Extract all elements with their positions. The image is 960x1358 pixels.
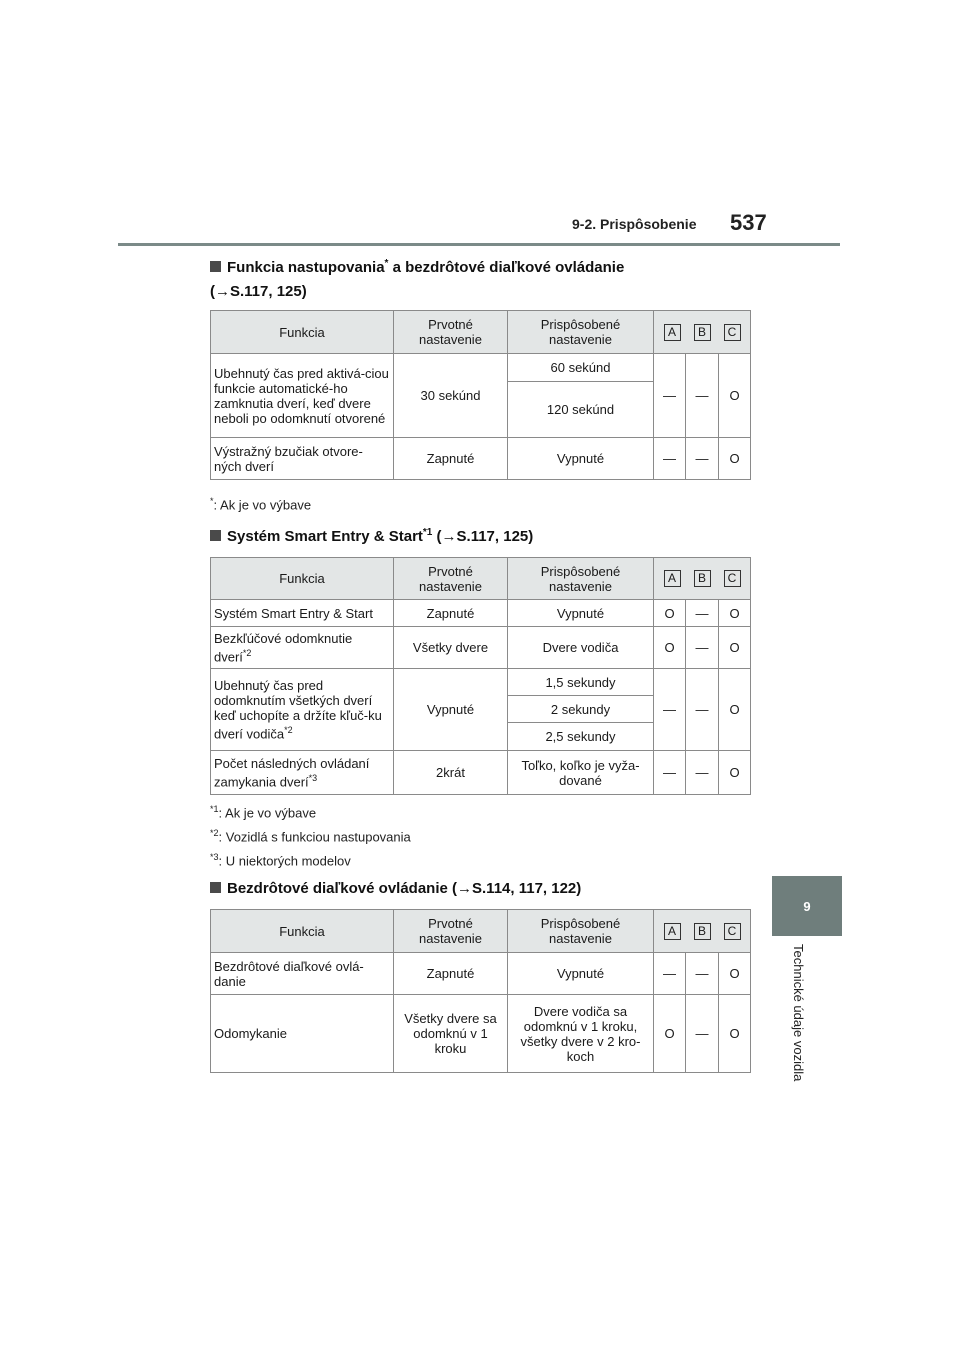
table-row (211, 995, 751, 1073)
square-bullet-icon (210, 261, 221, 272)
cell-custom: 120 sekúnd (508, 382, 654, 438)
section-title: 9-2. Prispôsobenie (572, 216, 697, 232)
c-box: C (724, 570, 741, 587)
heading-reference: (→S.117, 125) (210, 283, 307, 300)
square-bullet-icon (210, 530, 221, 541)
cell-initial: 2krát (394, 751, 508, 795)
cell-a: — (654, 751, 686, 795)
a-box: A (664, 324, 681, 341)
cell-function: Ubehnutý čas pred aktivá-ciou funkcie automatické-ho zamknutia dverí, keď dvere neboli po odomknutí otvorené (211, 354, 394, 438)
table-smart-entry (210, 557, 751, 795)
table-row (211, 953, 751, 995)
cell-footnote-mark: *2 (284, 724, 293, 735)
cell-a: O (654, 995, 686, 1073)
footnote (210, 828, 411, 844)
footnote-mark: *2 (210, 828, 219, 838)
cell-b: — (686, 354, 719, 438)
table-row (211, 627, 751, 669)
cell-custom: Vypnuté (508, 953, 654, 995)
cell-custom: Vypnuté (508, 438, 654, 480)
cell-function (211, 627, 394, 669)
cell-custom: 60 sekúnd (508, 354, 654, 382)
cell-c: O (719, 627, 751, 669)
cell-a: — (654, 669, 686, 751)
table-row (211, 600, 751, 627)
footnote-text: : Ak je vo výbave (213, 497, 312, 513)
cell-c: O (719, 953, 751, 995)
a-box: A (664, 570, 681, 587)
cell-footnote-mark: *2 (242, 647, 252, 658)
chapter-label: Technické údaje vozidla (791, 944, 806, 1082)
heading-text: Funkcia nastupovania (227, 259, 385, 276)
cell-initial: Zapnuté (394, 600, 508, 627)
heading-text-rest: (→S.117, 125) (432, 528, 534, 545)
page-header (0, 0, 960, 250)
heading-text: Bezdrôtové diaľkové ovládanie (→S.114, 117, 122) (227, 880, 582, 897)
cell-a: O (654, 600, 686, 627)
col-header-function: Funkcia (211, 311, 394, 354)
cell-function: Odomykanie (211, 995, 394, 1073)
cell-a: — (654, 953, 686, 995)
cell-custom: Dvere vodiča (508, 627, 654, 669)
cell-custom: Vypnuté (508, 600, 654, 627)
footnote (210, 804, 316, 820)
cell-function (211, 751, 394, 795)
cell-function: Bezdrôtové diaľkové ovlá-danie (211, 953, 394, 995)
col-header-initial: Prvotné nastavenie (394, 910, 508, 953)
section-heading-smart-entry (210, 527, 533, 545)
table-row (211, 751, 751, 795)
footnote (210, 496, 311, 512)
cell-function-text: Ubehnutý čas pred odomknutím všetkých dverí keď uchopíte a držíte kľuč-ku dverí vodiča (214, 677, 382, 742)
cell-custom: 2,5 sekundy (508, 723, 654, 751)
heading-footnote-mark: * (384, 258, 389, 269)
b-box: B (694, 570, 711, 587)
cell-initial: Vypnuté (394, 669, 508, 751)
section-heading-entry-ref (210, 283, 307, 300)
c-box: C (724, 324, 741, 341)
cell-b: — (686, 600, 719, 627)
footnote-mark: * (210, 496, 214, 506)
cell-function-text: Bezkľúčové odomknutie dverí (214, 630, 353, 665)
table-remote (210, 909, 751, 1073)
cell-function: Výstražný bzučiak otvore-ných dverí (211, 438, 394, 480)
cell-c: O (719, 669, 751, 751)
footnote-text: : Vozidlá s funkciou nastupovania (218, 829, 411, 845)
cell-custom: 2 sekundy (508, 696, 654, 723)
cell-initial: Zapnuté (394, 953, 508, 995)
square-bullet-icon (210, 882, 221, 893)
cell-c: O (719, 995, 751, 1073)
col-header-abc (654, 558, 751, 600)
heading-text-rest: a bezdrôtové diaľkové ovládanie (388, 259, 625, 276)
cell-custom: 1,5 sekundy (508, 669, 654, 696)
footnote-text: : U niektorých modelov (218, 853, 351, 869)
table-row (211, 669, 751, 696)
cell-a: — (654, 354, 686, 438)
cell-b: — (686, 751, 719, 795)
table-entry-function (210, 310, 751, 480)
table-row (211, 438, 751, 480)
cell-footnote-mark: *3 (308, 772, 318, 783)
heading-text: Systém Smart Entry & Start (227, 528, 423, 545)
cell-custom: Toľko, koľko je vyža-dované (508, 751, 654, 795)
table-header-row (211, 311, 751, 354)
col-header-initial: Prvotné nastavenie (394, 558, 508, 600)
cell-initial: 30 sekúnd (394, 354, 508, 438)
cell-a: — (654, 438, 686, 480)
cell-b: — (686, 438, 719, 480)
b-box: B (694, 324, 711, 341)
table-header-row (211, 558, 751, 600)
cell-custom: Dvere vodiča sa odomknú v 1 kroku, všetky dvere v 2 kro-koch (508, 995, 654, 1073)
col-header-custom: Prispôsobené nastavenie (508, 558, 654, 600)
cell-initial: Všetky dvere sa odomknú v 1 kroku (394, 995, 508, 1073)
cell-c: O (719, 354, 751, 438)
cell-b: — (686, 953, 719, 995)
col-header-initial: Prvotné nastavenie (394, 311, 508, 354)
section-heading-entry (210, 258, 624, 276)
cell-initial: Všetky dvere (394, 627, 508, 669)
heading-footnote-mark: *1 (422, 527, 433, 538)
cell-function-text: Počet následných ovládaní zamykania dverí (214, 755, 370, 790)
cell-c: O (719, 751, 751, 795)
section-heading-remote (210, 880, 581, 897)
chapter-number: 9 (803, 898, 811, 914)
cell-function (211, 669, 394, 751)
b-box: B (694, 923, 711, 940)
footnote-mark: *3 (210, 852, 219, 862)
footnote-text: : Ak je vo výbave (218, 805, 317, 821)
cell-a: O (654, 627, 686, 669)
cell-c: O (719, 438, 751, 480)
col-header-function: Funkcia (211, 558, 394, 600)
col-header-abc (654, 311, 751, 354)
cell-c: O (719, 600, 751, 627)
table-row (211, 354, 751, 382)
col-header-function: Funkcia (211, 910, 394, 953)
header-divider (118, 243, 840, 246)
footnote (210, 852, 351, 868)
col-header-custom: Prispôsobené nastavenie (508, 910, 654, 953)
table-header-row (211, 910, 751, 953)
cell-b: — (686, 995, 719, 1073)
col-header-abc (654, 910, 751, 953)
page-number: 537 (730, 210, 767, 235)
col-header-custom: Prispôsobené nastavenie (508, 311, 654, 354)
cell-b: — (686, 669, 719, 751)
cell-function: Systém Smart Entry & Start (211, 600, 394, 627)
c-box: C (724, 923, 741, 940)
footnote-mark: *1 (210, 804, 219, 814)
cell-initial: Zapnuté (394, 438, 508, 480)
a-box: A (664, 923, 681, 940)
cell-b: — (686, 627, 719, 669)
chapter-tab (772, 876, 842, 936)
